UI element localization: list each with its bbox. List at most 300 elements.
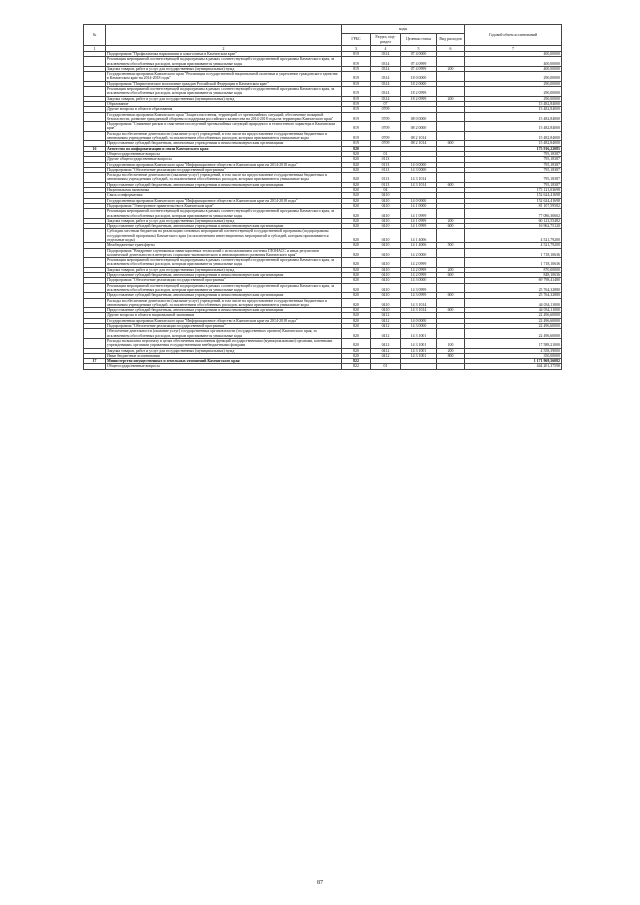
row-target: 14 0 0000 (401, 162, 437, 167)
row-amount: 17 588,21000 (465, 338, 562, 348)
column-number: 3 (342, 46, 371, 52)
row-section: 0410 (371, 308, 401, 313)
row-name: Другие вопросы в области национальной экономики (106, 313, 342, 318)
row-amount: 870,00000 (465, 267, 562, 272)
row-name: Подпрограмма "Электронное правительство в Камчатском крае" (106, 203, 342, 208)
row-amount: 44 034,11000 (465, 308, 562, 313)
row-exptype: 800 (437, 353, 465, 358)
row-number (84, 298, 106, 308)
row-target: 14 3 1001 (401, 353, 437, 358)
row-name: Национальная экономика (106, 188, 342, 193)
row-target: 08 2 1014 (401, 141, 437, 146)
row-exptype (437, 329, 465, 339)
row-target: 14 3 1014 (401, 173, 437, 183)
row-section: 0410 (371, 273, 401, 278)
row-grbs: 819 (342, 96, 371, 101)
row-grbs: 819 (342, 131, 371, 141)
row-section: 0314 (371, 72, 401, 82)
row-exptype (437, 258, 465, 268)
row-amount: 25 764,32880 (465, 293, 562, 298)
row-section: 0410 (371, 209, 401, 219)
row-exptype (437, 298, 465, 308)
row-target: 14 3 1014 (401, 298, 437, 308)
row-amount: 15 482,84000 (465, 107, 562, 112)
row-name: Иные бюджетные ассигнования (106, 353, 342, 358)
row-amount: 25 764,32880 (465, 283, 562, 293)
row-section: 0709 (371, 131, 401, 141)
row-target: 18 0 0000 (401, 72, 437, 82)
row-name: Подпрограмма "Обеспечение реализации государственной программы" (106, 167, 342, 172)
row-section: 0314 (371, 66, 401, 71)
row-amount: 22 496,60000 (465, 329, 562, 339)
row-target: 08 2 1014 (401, 131, 437, 141)
row-exptype (437, 72, 465, 82)
row-section: 0410 (371, 218, 401, 223)
row-section: 0410 (371, 258, 401, 268)
row-amount: 795,18387 (465, 151, 562, 156)
row-exptype: 600 (437, 182, 465, 187)
row-grbs: 822 (342, 364, 371, 369)
row-target: 07 4 0999 (401, 66, 437, 71)
row-name: Закупка товаров, работ и услуг для государственных (муниципальных) нужд (106, 348, 342, 353)
row-section: 0410 (371, 293, 401, 298)
row-grbs: 819 (342, 141, 371, 146)
row-section: 0410 (371, 229, 401, 243)
row-grbs: 820 (342, 162, 371, 167)
row-target: 18 2 0999 (401, 87, 437, 97)
row-name: Реализация мероприятий соответствующей подпрограммы в рамках соответствующей государственной программы Камчатского края, за исключением обособленных расходов, которым присваиваются уникальные коды (106, 57, 342, 67)
row-amount: 175 121,03698 (465, 188, 562, 193)
row-section: 04 (371, 188, 401, 193)
row-section: 0709 (371, 122, 401, 132)
row-target: 14 3 0999 (401, 293, 437, 298)
row-grbs: 820 (342, 173, 371, 183)
row-amount: 400,00000 (465, 57, 562, 67)
row-name: Субсидии местным бюджетам на реализацию основных мероприятий соответствующей государственной программы (подпрограммы государственной программы) Камчатского края (за исключением инвестиционных мероприятий и субсидий, которым присваиваются отдельные коды) (106, 229, 342, 243)
row-section: 0410 (371, 248, 401, 258)
row-grbs: 820 (342, 193, 371, 198)
row-amount: 795,18387 (465, 162, 562, 167)
row-name: Государственная программа Камчатского края "Информационное общество в Камчатском крае на 2014-2018 годы" (106, 318, 342, 323)
row-amount: 795,18387 (465, 157, 562, 162)
row-name: Межбюджетные трансферты (106, 243, 342, 248)
row-grbs: 822 (342, 359, 371, 364)
row-name: Реализация мероприятий соответствующей подпрограммы в рамках соответствующей государственной программы Камчатского края, за исключением обособленных расходов, которым присваиваются уникальные коды (106, 258, 342, 268)
row-target (401, 364, 437, 369)
row-grbs: 820 (342, 157, 371, 162)
row-number (84, 364, 106, 369)
row-section: 0314 (371, 57, 401, 67)
row-number (84, 283, 106, 293)
row-grbs: 820 (342, 243, 371, 248)
row-amount: 22 496,60000 (465, 313, 562, 318)
row-number (84, 122, 106, 132)
row-amount: 44 034,11000 (465, 298, 562, 308)
header-section: Раздел, под-раздел (371, 34, 401, 46)
row-exptype (437, 248, 465, 258)
row-name: Агентство по информатизации и связи Камчатского края (106, 146, 342, 151)
row-name: Государственная программа Камчатского края "Защита населения, территорий от чрезвычайных ситуаций, обеспечение пожарной безопасности, развитие гражданской обороны и поддержка российского казачества на 2014-2018 годы на территории Камчатского края" (106, 112, 342, 122)
row-name: Расходы на обеспечение деятельности (оказание услуг) учреждений, в том числе на предоставление государственным бюджетным и автономным учреждениям субсидий, за исключением обособленных расходов, которым присваиваются уникальные коды (106, 298, 342, 308)
header-no: № (84, 25, 106, 46)
row-number (84, 112, 106, 122)
row-target: 14 1 0999 (401, 224, 437, 229)
row-amount: 77 086,30602 (465, 209, 562, 219)
column-number: 1 (84, 46, 106, 52)
row-exptype (437, 122, 465, 132)
row-target: 08 0 0000 (401, 112, 437, 122)
row-number (84, 258, 106, 268)
row-number (84, 72, 106, 82)
table-row (84, 248, 562, 258)
row-grbs: 820 (342, 218, 371, 223)
row-name: Предоставление субсидий бюджетным, автономным учреждениям и иным некоммерческим организациям (106, 182, 342, 187)
row-grbs: 820 (342, 182, 371, 187)
row-number (84, 229, 106, 243)
row-number (84, 248, 106, 258)
column-number: 7 (465, 46, 562, 52)
table-row (84, 209, 562, 219)
row-amount: 15 482,84000 (465, 122, 562, 132)
row-target: 14 3 0000 (401, 167, 437, 172)
row-grbs: 820 (342, 258, 371, 268)
row-amount: 444 201,37598 (465, 364, 562, 369)
row-target: 14 2 0999 (401, 267, 437, 272)
row-name: Расходы на выплаты персоналу в целях обеспечения выполнения функций государственными (муниципальными) органами, казенными учреждениями, органами управления государственными внебюджетными фондами (106, 338, 342, 348)
row-amount: 4 521,79200 (465, 243, 562, 248)
row-section: 0314 (371, 52, 401, 57)
row-exptype (437, 229, 465, 243)
row-grbs: 819 (342, 112, 371, 122)
row-target: 14 1 0999 (401, 209, 437, 219)
row-name: Расходы на обеспечение деятельности (оказание услуг) учреждений, в том числе на предоставление государственным бюджетным и автономным учреждениям субсидий, за исключением обособленных расходов, которым присваиваются уникальные коды (106, 131, 342, 141)
header-exptype: Вид расходов (437, 34, 465, 46)
table-row (84, 122, 562, 132)
table-row (84, 338, 562, 348)
row-grbs: 820 (342, 308, 371, 313)
row-amount: 15 482,84000 (465, 141, 562, 146)
row-exptype: 600 (437, 224, 465, 229)
row-name: Подпрограмма "Снижение рисков и смягчение последствий чрезвычайных ситуаций природного и техногенного характера в Камчатском крае" (106, 122, 342, 132)
row-section: 0412 (371, 318, 401, 323)
row-exptype (437, 112, 465, 122)
row-grbs: 820 (342, 151, 371, 156)
row-number (84, 329, 106, 339)
row-grbs: 820 (342, 267, 371, 272)
header-name (106, 25, 342, 46)
row-amount: 152 624,41698 (465, 193, 562, 198)
row-section: 0410 (371, 267, 401, 272)
row-grbs: 820 (342, 329, 371, 339)
row-name: Закупка товаров, работ и услуг для государственных (муниципальных) нужд (106, 267, 342, 272)
row-target: 14 3 1014 (401, 308, 437, 313)
row-grbs: 819 (342, 101, 371, 106)
row-grbs: 820 (342, 298, 371, 308)
row-section: 0113 (371, 167, 401, 172)
row-amount: 848,10636 (465, 273, 562, 278)
row-exptype: 600 (437, 141, 465, 146)
row-grbs: 819 (342, 122, 371, 132)
row-target: 18 2 0999 (401, 96, 437, 101)
row-section: 0709 (371, 112, 401, 122)
row-grbs: 820 (342, 146, 371, 151)
row-amount: 795,18387 (465, 182, 562, 187)
table-body (84, 52, 562, 370)
row-name: Подпрограмма "Внедрение спутниковых навигационных технологий с использованием системы ГЛОНАСС и иных результатов космической деятельности в интересах социально-экономического и инновационного развития Камчатского края" (106, 248, 342, 258)
row-section: 0410 (371, 243, 401, 248)
row-amount: 15 482,84000 (465, 101, 562, 106)
row-section: 0709 (371, 107, 401, 112)
row-grbs: 820 (342, 229, 371, 243)
row-name: Реализация мероприятий соответствующей подпрограммы в рамках соответствующей государственной программы Камчатского края, за исключением обособленных расходов, которым присваиваются уникальные коды (106, 87, 342, 97)
row-section: 0410 (371, 203, 401, 208)
row-section: 0113 (371, 157, 401, 162)
row-section: 01 (371, 364, 401, 369)
table-row (84, 87, 562, 97)
row-name: Предоставление субсидий бюджетным, автономным учреждениям и иным некоммерческим организациям (106, 293, 342, 298)
row-target: 14 1 0000 (401, 203, 437, 208)
table-row (84, 72, 562, 82)
row-section: 0113 (371, 173, 401, 183)
row-name: Связь и информатика (106, 193, 342, 198)
row-number (84, 209, 106, 219)
row-amount: 795,18387 (465, 167, 562, 172)
row-amount: 22 496,60000 (465, 318, 562, 323)
row-grbs: 819 (342, 107, 371, 112)
row-section: 0410 (371, 278, 401, 283)
row-exptype (437, 283, 465, 293)
row-name: Подпрограмма "Обеспечение реализации государственной программы" (106, 324, 342, 329)
row-grbs: 820 (342, 283, 371, 293)
row-name: Закупка товаров, работ и услуг для государственных (муниципальных) нужд (106, 96, 342, 101)
row-target: 14 1 0999 (401, 218, 437, 223)
row-name: Предоставление субсидий бюджетным, автономным учреждениям и иным некоммерческим организациям (106, 273, 342, 278)
row-amount: 4 521,79200 (465, 229, 562, 243)
row-exptype (437, 173, 465, 183)
row-target: 07 4 0999 (401, 57, 437, 67)
row-name: Общегосударственные вопросы (106, 364, 342, 369)
row-section: 0412 (371, 313, 401, 318)
row-target: 08 2 0000 (401, 122, 437, 132)
row-target: 14 3 1001 (401, 348, 437, 353)
row-grbs: 819 (342, 66, 371, 71)
row-section: 0412 (371, 348, 401, 353)
row-number (84, 131, 106, 141)
row-target: 14 3 1014 (401, 182, 437, 187)
table-row (84, 112, 562, 122)
header-codes: коды (342, 25, 465, 34)
row-amount: 69 798,41480 (465, 278, 562, 283)
row-section: 0113 (371, 182, 401, 187)
row-exptype: 200 (437, 348, 465, 353)
row-exptype: 100 (437, 338, 465, 348)
row-name: Государственная программа Камчатского края "Информационное общество в Камчатском крае на 2014-2018 годы" (106, 162, 342, 167)
row-section: 0410 (371, 283, 401, 293)
row-name: Министерство имущественных и земельных отношений Камчатского края (106, 359, 342, 364)
row-amount: 795,18387 (465, 173, 562, 183)
row-amount: 290,00000 (465, 87, 562, 97)
row-name: Закупка товаров, работ и услуг для государственных (муниципальных) нужд (106, 66, 342, 71)
row-amount: 60 123,55482 (465, 218, 562, 223)
row-name: Предоставление субсидий бюджетным, автономным учреждениям и иным некоммерческим организациям (106, 224, 342, 229)
row-grbs: 820 (342, 324, 371, 329)
row-grbs: 819 (342, 87, 371, 97)
row-name: Подпрограмма "Профилактика наркомании и алкоголизма в Камчатском крае" (106, 52, 342, 57)
row-name: Подпрограмма "Патриотическое воспитание граждан Российской Федерации в Камчатском крае" (106, 81, 342, 86)
row-grbs: 820 (342, 203, 371, 208)
row-number (84, 57, 106, 67)
row-amount: 152 624,41698 (465, 198, 562, 203)
row-exptype (437, 57, 465, 67)
row-section: 0314 (371, 96, 401, 101)
row-target: 14 3 0999 (401, 283, 437, 293)
row-name: Закупка товаров, работ и услуг для государственных (муниципальных) нужд (106, 218, 342, 223)
row-target: 14 2 0999 (401, 258, 437, 268)
row-target: 14 0 0000 (401, 318, 437, 323)
row-target: 14 3 0000 (401, 324, 437, 329)
row-section: 0410 (371, 224, 401, 229)
row-amount: 350,00000 (465, 353, 562, 358)
row-amount: 175 916,22085 (465, 146, 562, 151)
row-name: Государственная программа Камчатского края "Информационное общество в Камчатском крае на 2014-2018 годы" (106, 198, 342, 203)
row-name: Реализация мероприятий соответствующей подпрограммы в рамках соответствующей государственной программы Камчатского края, за исключением обособленных расходов, которым присваиваются уникальные коды (106, 283, 342, 293)
row-name: Предоставление субсидий бюджетным, автономным учреждениям и иным некоммерческим организациям (106, 308, 342, 313)
row-exptype: 200 (437, 267, 465, 272)
row-grbs: 820 (342, 293, 371, 298)
row-grbs: 820 (342, 248, 371, 258)
row-name: Подпрограмма "Обеспечение реализации государственной программы" (106, 278, 342, 283)
row-exptype (437, 87, 465, 97)
row-number (84, 173, 106, 183)
row-exptype: 600 (437, 273, 465, 278)
column-number: 5 (401, 46, 437, 52)
column-number: 4 (371, 46, 401, 52)
row-section: 0314 (371, 87, 401, 97)
row-name: Обеспечение деятельности (оказание услуг) государственных органов власти (государственных органов) Камчатского края, за исключением обособленных расходов, которым присваиваются уникальные коды (106, 329, 342, 339)
table-row (84, 298, 562, 308)
table-row (84, 229, 562, 243)
row-target: 14 1 4006 (401, 229, 437, 243)
row-number (84, 338, 106, 348)
row-target: 14 1 4006 (401, 243, 437, 248)
row-target: 14 2 0999 (401, 273, 437, 278)
row-grbs: 820 (342, 338, 371, 348)
row-section: 0410 (371, 193, 401, 198)
row-grbs: 819 (342, 72, 371, 82)
row-amount: 400,00000 (465, 52, 562, 57)
row-target: 14 0 0000 (401, 198, 437, 203)
row-exptype: 200 (437, 96, 465, 101)
row-grbs: 819 (342, 57, 371, 67)
row-grbs: 820 (342, 313, 371, 318)
row-exptype: 500 (437, 243, 465, 248)
header-amount: Годовой объем ассигнований (465, 25, 562, 46)
row-grbs: 820 (342, 273, 371, 278)
header-target: Целевая статья (401, 34, 437, 46)
row-grbs: 820 (342, 348, 371, 353)
row-section: 0412 (371, 329, 401, 339)
row-amount: 16 962,75120 (465, 224, 562, 229)
row-name: Расходы на обеспечение деятельности (оказание услуг) учреждений, в том числе на предоставление государственным бюджетным и автономным учреждениям субсидий, за исключением обособленных расходов, которым присваиваются уникальные коды (106, 173, 342, 183)
row-amount: 1 718,10636 (465, 258, 562, 268)
table-row (84, 258, 562, 268)
row-name: Предоставление субсидий бюджетным, автономным учреждениям и иным некоммерческим организациям (106, 141, 342, 146)
row-grbs: 820 (342, 318, 371, 323)
row-amount: 81 107,59582 (465, 203, 562, 208)
row-amount: 290,00000 (465, 96, 562, 101)
row-amount: 15 482,84000 (465, 131, 562, 141)
row-name: Реализация мероприятий соответствующей подпрограммы в рамках соответствующей государственной программы Камчатского края, за исключением обособленных расходов, которым присваиваются уникальные коды (106, 209, 342, 219)
row-name: Государственная программа Камчатского края "Реализация государственной национальной политики и укрепление гражданского единства в Камчатском крае на 2014-2018 годы" (106, 72, 342, 82)
table-row (84, 173, 562, 183)
row-number (84, 87, 106, 97)
row-amount: 22 496,60000 (465, 324, 562, 329)
row-section: 0412 (371, 324, 401, 329)
row-name: Общегосударственные вопросы (106, 151, 342, 156)
row-grbs: 820 (342, 353, 371, 358)
row-grbs: 819 (342, 81, 371, 86)
column-number: 6 (437, 46, 465, 52)
row-number: 16 (84, 146, 106, 151)
row-section: 0410 (371, 298, 401, 308)
row-exptype: 200 (437, 66, 465, 71)
table-row (84, 329, 562, 339)
row-name: Другие общегосударственные вопросы (106, 157, 342, 162)
row-number: 17 (84, 359, 106, 364)
table-header-row (84, 25, 562, 34)
row-section: 0412 (371, 338, 401, 348)
row-section: 0410 (371, 198, 401, 203)
column-number: 2 (106, 46, 342, 52)
row-exptype: 600 (437, 308, 465, 313)
row-amount: 290,00000 (465, 81, 562, 86)
row-amount: 15 482,84000 (465, 112, 562, 122)
row-exptype (437, 209, 465, 219)
row-section: 01 (371, 151, 401, 156)
row-grbs: 820 (342, 224, 371, 229)
row-section: 0314 (371, 81, 401, 86)
row-target: 14 2 0000 (401, 248, 437, 258)
row-amount: 4 558,39000 (465, 348, 562, 353)
row-target: 18 2 0000 (401, 81, 437, 86)
row-amount: 1 718,10636 (465, 248, 562, 258)
row-exptype (437, 364, 465, 369)
row-section: 0709 (371, 141, 401, 146)
row-target: 07 4 0000 (401, 52, 437, 57)
header-grbs: ГРБС (342, 34, 371, 46)
row-target: 14 3 1001 (401, 329, 437, 339)
table-row (84, 364, 562, 369)
page-number: 87 (317, 880, 323, 886)
table-row (84, 57, 562, 67)
budget-table (83, 24, 562, 370)
row-name: Другие вопросы в области образования (106, 107, 342, 112)
row-name: Образование (106, 101, 342, 106)
row-grbs: 820 (342, 198, 371, 203)
row-target: 14 3 0000 (401, 278, 437, 283)
row-grbs: 820 (342, 209, 371, 219)
row-exptype (437, 131, 465, 141)
row-amount: 1 171 969,56082 (465, 359, 562, 364)
table-row (84, 131, 562, 141)
row-amount: 290,00000 (465, 72, 562, 82)
row-exptype: 600 (437, 293, 465, 298)
row-grbs: 820 (342, 167, 371, 172)
table-row (84, 283, 562, 293)
row-target: 14 3 1001 (401, 338, 437, 348)
row-section: 0113 (371, 162, 401, 167)
row-section: 0412 (371, 353, 401, 358)
